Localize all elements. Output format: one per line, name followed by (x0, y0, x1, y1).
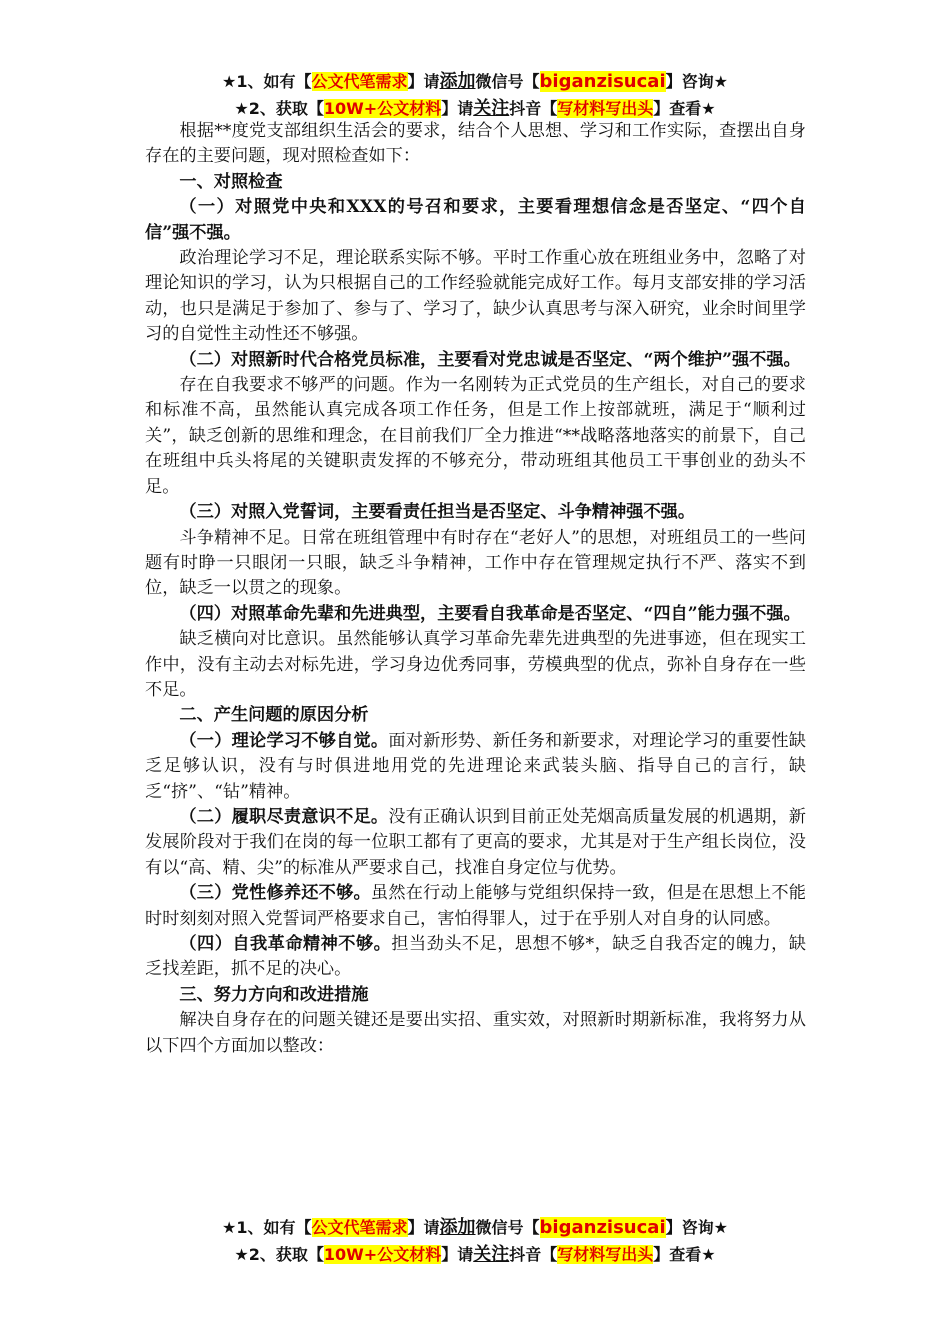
banner-text: ★2、获取【 (234, 1245, 324, 1264)
section-heading-1: 一、对照检查 (179, 171, 283, 192)
banner-emphasis: 关注 (473, 1244, 510, 1265)
paragraph-lead: （二）履职尽责意识不足。 (179, 806, 389, 827)
banner-text: 】查看★ (653, 99, 716, 118)
banner-line-2 (0, 1241, 950, 1268)
banner-line-1 (0, 68, 950, 95)
subsection-heading: （二）对照新时代合格党员标准，主要看对党忠诚是否坚定、“两个维护”强不强。 (179, 349, 801, 370)
body-paragraph: 政治理论学习不足，理论联系实际不够。平时工作重心放在班组业务中，忽略了对理论知识的学习，认为只根据自己的工作经验就能完成好工作。每月支部安排的学习活动，也只是满足于参加了、参与了、学习了，缺少认真思考与深入研究，业余时间里学习的自觉性主动性还不够强。 (145, 248, 806, 345)
banner-text: 】请 (441, 99, 474, 118)
paragraph-lead: （四）自我革命精神不够。 (179, 934, 392, 954)
document-body (145, 119, 806, 1059)
paragraph-lead: （三）党性修养还不够。 (179, 883, 371, 904)
banner-line-1 (0, 1214, 950, 1241)
banner-text: 】请 (407, 1218, 440, 1237)
banner-text: 微信号【 (475, 1218, 540, 1237)
banner-text: 抖音【 (509, 1245, 558, 1264)
banner-text: 】请 (407, 72, 440, 91)
banner-wechat-id: biganzisucai (539, 1217, 666, 1238)
body-paragraph: 斗争精神不足。日常在班组管理中有时存在“老好人”的思想，对班组员工的一些问题有时睁一只眼闭一只眼，缺乏斗争精神，工作中存在管理规定执行不严、落实不到位，缺乏一以贯之的现象。 (145, 527, 806, 599)
section-heading-3: 三、努力方向和改进措施 (179, 984, 369, 1005)
banner-text: 抖音【 (509, 99, 558, 118)
banner-text: ★1、如有【 (222, 1218, 312, 1237)
banner-highlight: 公文代笔需求 (311, 1218, 408, 1237)
subsection-heading: （一）对照党中央和XXX的号召和要求，主要看理想信念是否坚定、“四个自信”强不强。 (145, 197, 806, 243)
banner-highlight: 写材料写出头 (557, 1245, 654, 1264)
paragraph-lead: （一）理论学习不够自觉。 (179, 730, 389, 751)
banner-highlight: 10W+公文材料 (323, 99, 442, 118)
banner-emphasis: 关注 (473, 98, 510, 119)
banner-highlight: 公文代笔需求 (311, 72, 408, 91)
banner-text: ★1、如有【 (222, 72, 312, 91)
banner-line-2 (0, 95, 950, 122)
section-heading-2: 二、产生问题的原因分析 (179, 705, 369, 726)
body-paragraph: 缺乏横向对比意识。虽然能够认真学习革命先辈先进典型的先进事迹，但在现实工作中，没有主动去对标先进，学习身边优秀同事，劳模典型的优点，弥补自身存在一些不足。 (145, 629, 806, 700)
banner-emphasis: 添加 (439, 1217, 476, 1238)
body-paragraph: 解决自身存在的问题关键还是要出实招、重实效，对照新时期新标准，我将努力从以下四个方面加以整改： (145, 1010, 806, 1056)
banner-text: 微信号【 (475, 72, 540, 91)
top-banner (0, 68, 950, 122)
banner-highlight: 写材料写出头 (557, 99, 654, 118)
body-paragraph (145, 805, 806, 881)
body-paragraph: 存在自我要求不够严的问题。作为一名刚转为正式党员的生产组长，对自己的要求和标准不高，虽然能认真完成各项工作任务，但是工作上按部就班，满足于“顺利过关”，缺乏创新的思维和理念，在目前我们厂全力推进“**战略落地落实的前景下，自己在班组中兵头将尾的关键职责发挥的不够充分，带动班组其他员工干事创业的劲头不足。 (145, 375, 806, 497)
banner-text: ★2、获取【 (234, 99, 324, 118)
body-paragraph (145, 729, 806, 805)
banner-text: 】咨询★ (665, 72, 728, 91)
banner-text: 】请 (441, 1245, 474, 1264)
intro-paragraph: 根据**度党支部组织生活会的要求，结合个人思想、学习和工作实际，查摆出自身存在的主要问题，现对照检查如下： (145, 121, 806, 167)
paragraph-text: 面对新形势、新任务和新要求，对理论学习的重要性缺乏足够认识，没有与时俱进地用党的先进理论来武装头脑、指导自己的言行，缺乏“挤”、“钻”精神。 (145, 730, 806, 802)
banner-text: 】查看★ (653, 1245, 716, 1264)
paragraph-text: 担当劲头不足，思想不够*，缺乏自我否定的魄力，缺乏找差距，抓不足的决心。 (145, 934, 806, 980)
banner-highlight: 10W+公文材料 (323, 1245, 442, 1264)
banner-text: 】咨询★ (665, 1218, 728, 1237)
banner-wechat-id: biganzisucai (539, 71, 666, 92)
subsection-heading: （四）对照革命先辈和先进典型，主要看自我革命是否坚定、“四自”能力强不强。 (179, 603, 801, 624)
bottom-banner (0, 1214, 950, 1268)
subsection-heading: （三）对照入党誓词，主要看责任担当是否坚定、斗争精神强不强。 (179, 502, 696, 523)
body-paragraph (145, 881, 806, 932)
body-paragraph (145, 932, 806, 983)
paragraph-text: 没有正确认识到目前正处芜烟高质量发展的机遇期，新发展阶段对于我们在岗的每一位职工都有了更高的要求，尤其是对于生产组长岗位，没有以“高、精、尖”的标准从严要求自己，找准自身定位与优势。 (145, 806, 806, 878)
paragraph-text: 虽然在行动上能够与党组织保持一致，但是在思想上不能时时刻刻对照入党誓词严格要求自己，害怕得罪人，过于在乎别人对自身的认同感。 (145, 883, 806, 929)
banner-emphasis: 添加 (439, 71, 476, 92)
